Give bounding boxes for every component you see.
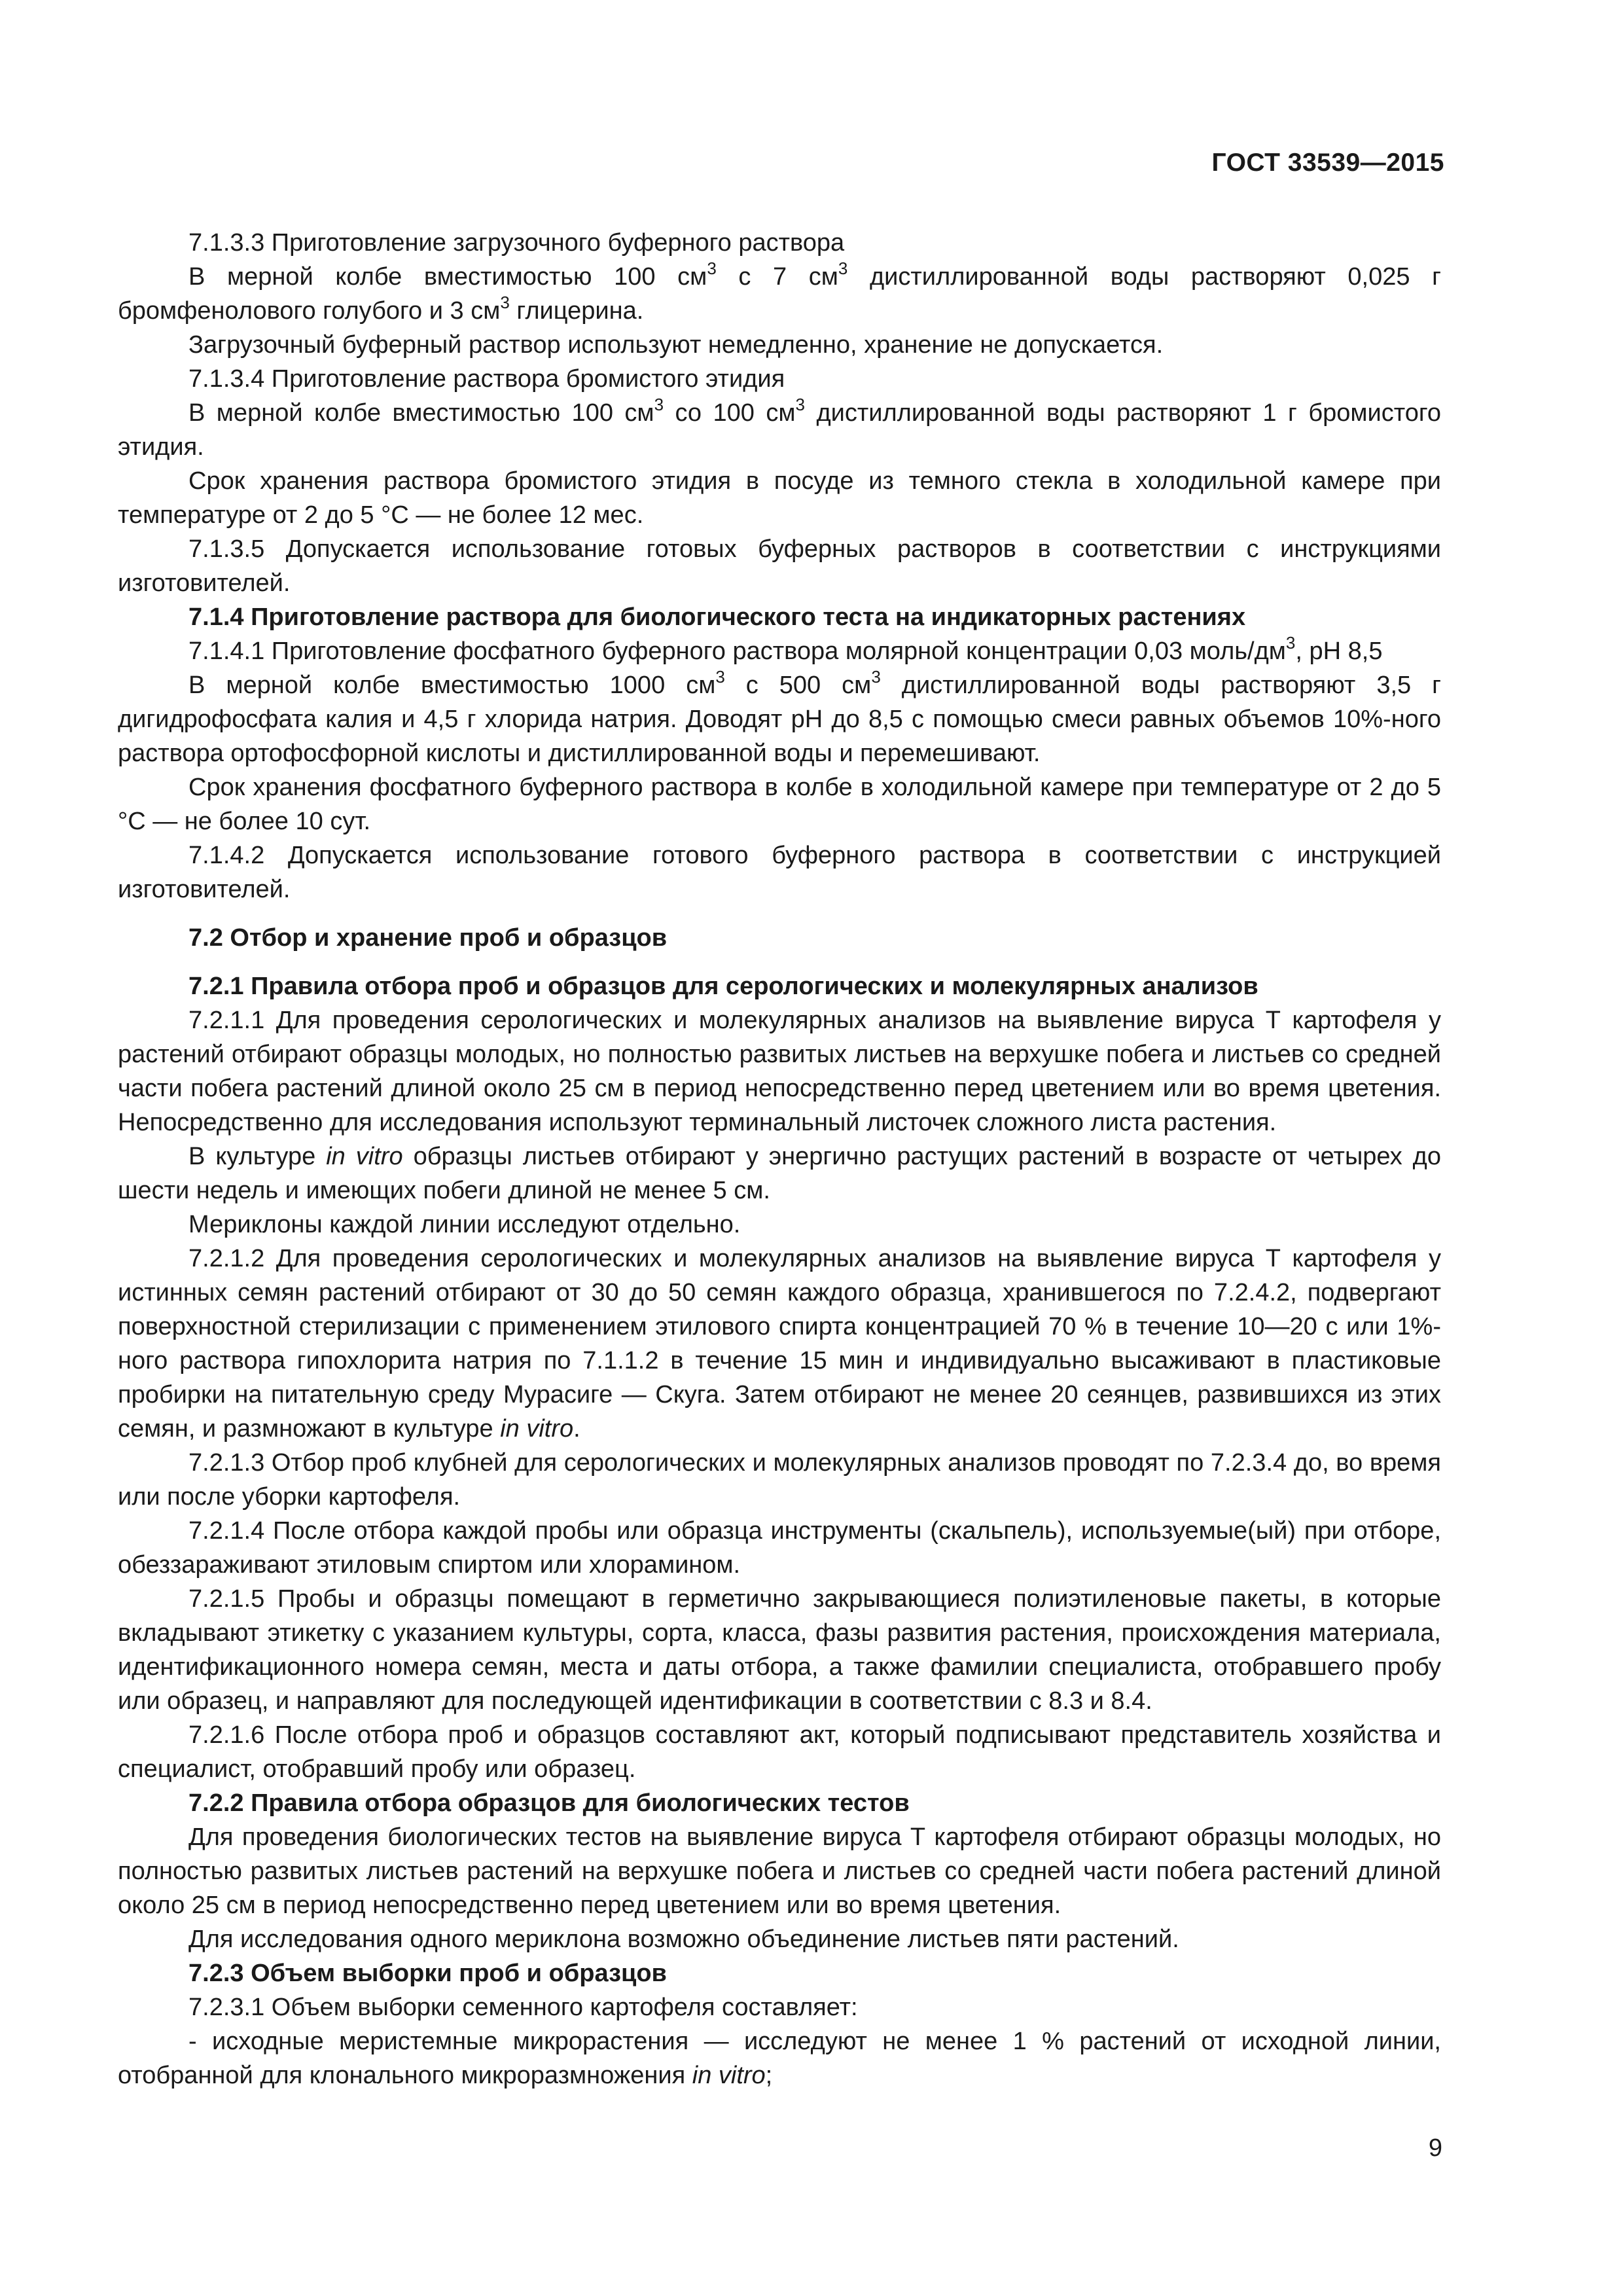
paragraph: 7.1.4.2 Допускается использование готового буферного раствора в соответствии с инструкцией изготовителей. (118, 842, 1441, 903)
paragraph: В мерной колбе вместимостью 100 $см^3$ с 7 $см^3$ дистиллированной воды растворяют 0,025 г бромфенолового голубого и 3 $см^3$ глицерина. (118, 259, 1441, 325)
paragraph: 7.2.1.2 Для проведения серологических и молекулярных анализов на выявление вируса Т картофеля у истинных семян растений отбирают от 30 до 50 семян каждого образца, хранившегося по 7.2.4.2, подвергают поверхностной стерилизации с применением этилового спирта концентрацией 70 % в течение 10—20 с или 1%-ного раствора гипохлорита натрия по 7.1.1.2 в течение 15 мин и индивидуально высаживают в пластиковые пробирки на питательную среду Мурасиге — Скуга. Затем отбирают не менее 20 сеянцев, развившихся из этих семян, и размножают в культуре in vitro. (118, 1245, 1441, 1443)
paragraph: Срок хранения фосфатного буферного раствора в колбе в холодильной камере при температуре от 2 до 5 °С — не более 10 сут. (118, 774, 1441, 835)
paragraph: 7.2.1.5 Пробы и образцы помещают в герметично закрывающиеся полиэтиленовые пакеты, в которые вкладывают этикетку с указанием культуры, сорта, класса, фазы развития растения, происхождения материала, идентификационного номера семян, места и даты отбора, а также фамилии специалиста, отобравшего пробу или образец, и направляют для последующей идентификации в соответствии с 8.3 и 8.4. (118, 1585, 1441, 1715)
paragraph: 7.1.4.1 Приготовление фосфатного буферного раствора молярной концентрации 0,03 моль/$дм^3$, pH 8,5 (188, 633, 1383, 665)
paragraph: Загрузочный буферный раствор используют немедленно, хранение не допускается. (188, 331, 1164, 359)
paragraph: Мериклоны каждой линии исследуют отдельно. (188, 1211, 741, 1238)
paragraph: - исходные меристемные микрорастения — исследуют не менее 1 % растений от исходной линии, отобранной для клонального микроразмножения in vitro; (118, 2028, 1441, 2089)
paragraph: В мерной колбе вместимостью 100 $см^3$ со 100 $см^3$ дистиллированной воды растворяют 1 г бромистого этидия. (118, 395, 1442, 461)
section-heading: 7.1.4 Приготовление раствора для биологического теста на индикаторных растениях (188, 603, 1246, 631)
paragraph: 7.2.3.1 Объем выборки семенного картофеля составляет: (188, 1994, 858, 2021)
paragraph: 7.1.3.3 Приготовление загрузочного буферного раствора (188, 229, 845, 257)
paragraph: 7.2.1.6 После отбора проб и образцов составляют акт, который подписывают представитель хозяйства и специалист, отобравший пробу или образец. (118, 1721, 1441, 1783)
paragraph: Для исследования одного мериклона возможно объединение листьев пяти растений. (188, 1926, 1179, 1953)
section-heading: 7.2.1 Правила отбора проб и образцов для серологических и молекулярных анализов (188, 973, 1258, 1000)
paragraph: 7.2.1.1 Для проведения серологических и молекулярных анализов на выявление вируса Т картофеля у растений отбирают образцы молодых, но полностью развитых листьев на верхушке побега и листьев со средней части побега растений длиной около 25 см в период непосредственно перед цветением или во время цветения. Непосредственно для исследования используют терминальный листочек сложного листа растения. (118, 1007, 1441, 1136)
paragraph: Срок хранения раствора бромистого этидия в посуде из темного стекла в холодильной камере при температуре от 2 до 5 °С — не более 12 мес. (118, 467, 1441, 529)
paragraph: 7.2.1.3 Отбор проб клубней для серологических и молекулярных анализов проводят по 7.2.3.4 до, во время или после уборки картофеля. (118, 1449, 1441, 1511)
paragraph: Для проведения биологических тестов на выявление вируса Т картофеля отбирают образцы молодых, но полностью развитых листьев растений на верхушке побега и листьев со средней части побега растений длиной около 25 см в период непосредственно перед цветением или во время цветения. (118, 1823, 1441, 1919)
paragraph: 7.2.1.4 После отбора каждой пробы или образца инструменты (скальпель), используемые(ый) при отборе, обеззараживают этиловым спиртом или хлорамином. (118, 1517, 1441, 1579)
paragraph: 7.1.3.5 Допускается использование готовых буферных растворов в соответствии с инструкциями изготовителей. (118, 535, 1441, 597)
paragraph: В культуре in vitro образцы листьев отбирают у энергично растущих растений в возрасте от четырех до шести недель и имеющих побеги длиной не менее 5 см. (118, 1143, 1441, 1204)
page-body (118, 226, 1441, 2092)
paragraph: 7.1.3.4 Приготовление раствора бромистого этидия (188, 365, 785, 393)
section-heading: 7.2 Отбор и хранение проб и образцов (188, 924, 668, 952)
page-number: 9 (1428, 2134, 1442, 2162)
paragraph: В мерной колбе вместимостью 1000 $см^3$ с 500 $см^3$ дистиллированной воды растворяют 3,5 г дигидрофосфата калия и 4,5 г хлорида натрия. Доводят pH до 8,5 с помощью смеси равных объемов 10%-ного раствора ортофосфорной кислоты и дистиллированной воды и перемешивают. (118, 667, 1441, 767)
section-heading: 7.2.3 Объем выборки проб и образцов (188, 1960, 667, 1987)
section-heading: 7.2.2 Правила отбора образцов для биологических тестов (188, 1789, 910, 1817)
document-number: ГОСТ 33539—2015 (1211, 149, 1444, 177)
